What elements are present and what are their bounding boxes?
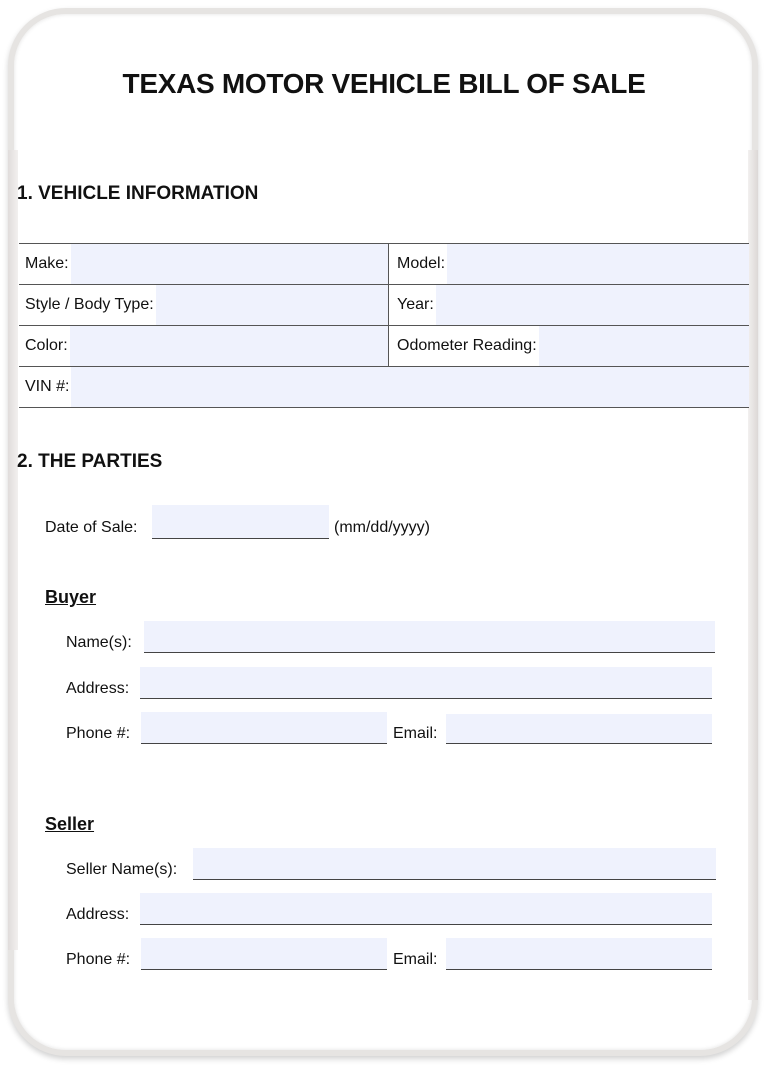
vehicle-information-table (19, 243, 749, 408)
buyer-email-input[interactable] (446, 714, 712, 744)
model-label: Model: (389, 255, 447, 273)
vin-input[interactable] (71, 367, 749, 407)
color-cell (19, 326, 389, 367)
date-format-hint: (mm/dd/yyyy) (334, 519, 430, 536)
page-edge-right (748, 150, 758, 1000)
table-row (19, 244, 749, 285)
table-row (19, 367, 749, 408)
buyer-phone-label: Phone #: (66, 725, 131, 742)
buyer-name-input[interactable] (144, 621, 715, 653)
date-of-sale-input[interactable] (152, 505, 329, 539)
seller-address-label: Address: (66, 906, 130, 923)
buyer-address-label: Address: (66, 680, 130, 697)
document-title: TEXAS MOTOR VEHICLE BILL OF SALE (122, 68, 646, 99)
model-input[interactable] (447, 244, 749, 284)
style-body-type-label: Style / Body Type: (19, 296, 156, 314)
make-input[interactable] (71, 244, 388, 284)
color-input[interactable] (70, 326, 388, 366)
style-body-type-input[interactable] (156, 285, 388, 325)
seller-address-input[interactable] (140, 893, 712, 925)
year-input[interactable] (436, 285, 749, 325)
vin-label: VIN #: (19, 378, 71, 396)
buyer-name-label: Name(s): (66, 634, 132, 651)
buyer-email-label: Email: (393, 725, 438, 742)
make-label: Make: (19, 255, 71, 273)
odometer-input[interactable] (539, 326, 749, 366)
section-heading-the-parties: 2. THE PARTIES (17, 451, 163, 472)
odometer-label: Odometer Reading: (389, 337, 539, 355)
seller-phone-input[interactable] (141, 938, 387, 970)
seller-name-input[interactable] (193, 848, 716, 880)
seller-phone-label: Phone #: (66, 951, 131, 968)
table-row (19, 326, 749, 367)
date-of-sale-label: Date of Sale: (45, 519, 138, 536)
seller-heading: Seller (45, 814, 95, 834)
vin-cell (19, 367, 749, 408)
buyer-heading: Buyer (45, 587, 97, 607)
odometer-cell (389, 326, 750, 367)
section-heading-vehicle-information: 1. VEHICLE INFORMATION (17, 183, 259, 204)
make-cell (19, 244, 389, 285)
buyer-address-input[interactable] (140, 667, 712, 699)
page-edge-left (8, 150, 18, 950)
buyer-phone-input[interactable] (141, 712, 387, 744)
table-row (19, 285, 749, 326)
year-label: Year: (389, 296, 436, 314)
seller-email-input[interactable] (446, 938, 712, 970)
seller-email-label: Email: (393, 951, 438, 968)
color-label: Color: (19, 337, 70, 355)
year-cell (389, 285, 750, 326)
model-cell (389, 244, 750, 285)
style-body-type-cell (19, 285, 389, 326)
seller-name-label: Seller Name(s): (66, 861, 178, 878)
